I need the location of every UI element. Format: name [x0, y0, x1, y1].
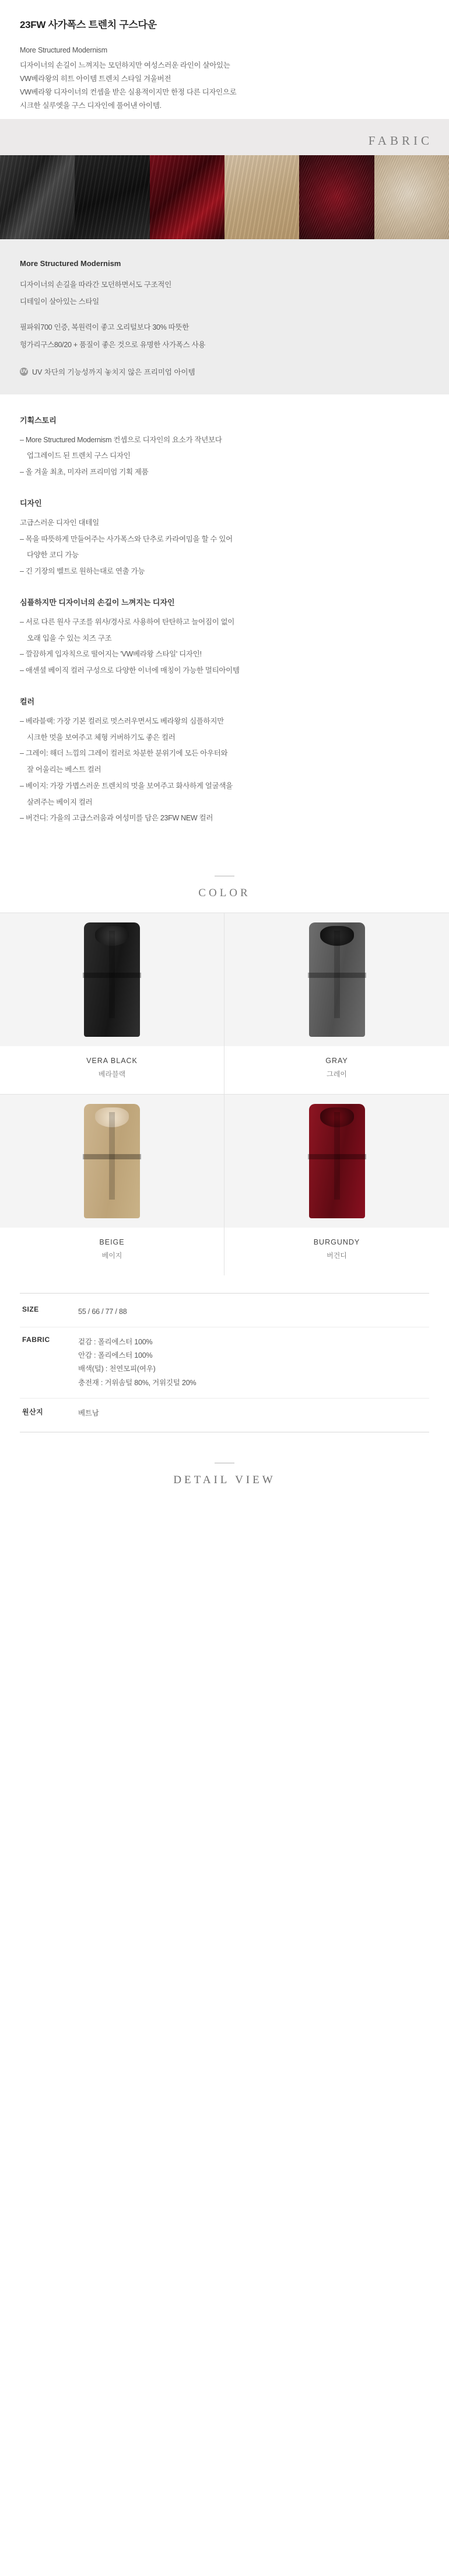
section-item: – 애센셜 베이직 컬러 구성으로 다양한 이너에 매칭이 가능한 멀티아이템	[20, 666, 240, 674]
row-label: 원산지	[22, 1407, 44, 1416]
color-name-kr: 버건디	[327, 1252, 347, 1260]
color-name-en: VERA BLACK	[86, 1057, 138, 1065]
spec-line: 필파워700 인증, 복원력이 좋고 오리털보다 30% 따뜻한	[20, 323, 190, 331]
section-item: – More Structured Modernism 컨셉으로 디자인의 요소가 작년보다	[20, 435, 222, 444]
row-values	[78, 1336, 196, 1390]
silk-texture-icon	[224, 155, 299, 239]
belt-icon	[308, 1154, 366, 1159]
belt-icon	[83, 1154, 141, 1159]
color-section-header	[0, 861, 449, 913]
section-item	[20, 796, 429, 810]
burgundy-fur-swatch	[299, 155, 374, 239]
color-caption	[0, 1046, 224, 1094]
section-item-indent: 오래 입을 수 있는 치즈 구조	[27, 634, 112, 642]
table-row	[20, 1399, 429, 1428]
section-heading: 디자인	[20, 498, 42, 508]
section-item: – 깔끔하게 입자칙으로 떨어지는 'VW베라왕 스타일' 디자인!	[20, 650, 202, 659]
color-photo	[0, 1095, 224, 1228]
section-item: 고급스러운 디자인 대테일	[20, 518, 99, 527]
section-item	[20, 731, 429, 745]
row-value: 베트남	[78, 1408, 99, 1417]
color-name-en: BURGUNDY	[313, 1238, 360, 1246]
section-item	[20, 449, 429, 463]
intro-subheading: More Structured Modernism	[20, 46, 107, 54]
fabric-header	[0, 119, 449, 155]
section-design	[20, 497, 429, 579]
coat-image	[309, 922, 365, 1037]
intro-section	[0, 0, 449, 119]
black-silk-swatch	[0, 155, 75, 239]
beige-silk-swatch	[224, 155, 299, 239]
coat-image	[84, 922, 140, 1037]
section-item-indent: 업그레이드 된 트렌치 구스 디자인	[27, 452, 131, 460]
color-name-kr: 베라블랙	[98, 1070, 126, 1078]
section-item: – 올 겨울 최초, 미쟈러 프리미엄 기획 제품	[20, 468, 149, 476]
spacer	[20, 313, 429, 321]
coat-image	[309, 1104, 365, 1218]
section-heading: 심플하지만 디자이너의 손길이 느껴지는 디자인	[20, 597, 175, 607]
table-row	[20, 1297, 429, 1327]
coat-image	[84, 1104, 140, 1218]
color-item-gray[interactable]	[224, 913, 449, 1094]
section-item-indent: 잘 어울리는 베스트 컬러	[27, 766, 101, 774]
color-grid	[0, 913, 449, 1275]
charcoal-silk-swatch	[75, 155, 149, 239]
row-values	[78, 1407, 99, 1420]
uv-note-text: UV 차단의 기능성까지 놓치지 않은 프리미엄 아이템	[32, 368, 195, 376]
intro-line: 디자이너의 손길이 느껴지는 모던하지만 여성스러운 라인이 살아있는	[20, 61, 230, 69]
page-title: 23FW 사가폭스 트렌치 구스다운	[20, 19, 157, 30]
row-label: FABRIC	[22, 1336, 50, 1344]
color-name-en: GRAY	[325, 1057, 348, 1065]
belt-icon	[308, 973, 366, 978]
intro-body	[20, 59, 429, 113]
row-value: 충전재 : 거위솜털 80%, 거위깃털 20%	[78, 1378, 197, 1387]
color-caption	[0, 1228, 224, 1275]
row-value: 배색(털) : 천연모피(여우)	[78, 1365, 156, 1373]
section-item	[20, 548, 429, 562]
table-row	[20, 1327, 429, 1399]
section-item	[20, 763, 429, 777]
fur-texture-icon	[299, 155, 374, 239]
section-item-indent: 살려주는 베이지 컬러	[27, 798, 93, 806]
fur-texture-icon	[374, 155, 449, 239]
fur-collar-icon	[320, 1107, 354, 1127]
intro-line: 시크한 실루엣을 구스 디자인에 풀어낸 아이템.	[20, 102, 162, 110]
color-name-kr: 그레이	[327, 1070, 347, 1078]
row-label: SIZE	[22, 1305, 39, 1313]
color-item-burgundy[interactable]	[224, 1094, 449, 1275]
fabric-swatch-row	[0, 155, 449, 239]
silk-texture-icon	[150, 155, 224, 239]
color-name-kr: 베이지	[101, 1252, 122, 1260]
spec-table	[20, 1293, 429, 1432]
description-sections	[0, 394, 449, 861]
color-photo	[224, 1095, 449, 1228]
spec-heading: More Structured Modernism	[20, 258, 121, 268]
section-planning-story	[20, 414, 429, 480]
spec-line: 디자이너의 손길을 따라간 모던하면서도 구조적인	[20, 280, 171, 289]
belt-icon	[83, 973, 141, 978]
section-heading: 기획스토리	[20, 415, 57, 425]
section-item: – 버건디: 가을의 고급스러움과 여성미를 담은 23FW NEW 컬러	[20, 814, 213, 823]
row-value: 안감 : 폴리에스터 100%	[78, 1351, 153, 1360]
fur-collar-icon	[95, 1107, 129, 1127]
section-item: – 그레이: 해더 느낌의 그레이 컬러로 차분한 분위기에 모든 아우터와	[20, 749, 228, 758]
detail-view-label: DETAIL VIEW	[173, 1473, 276, 1486]
intro-line: VW베라왕의 히트 아이템 트렌치 스타일 겨울버전	[20, 75, 171, 83]
color-caption	[224, 1228, 449, 1275]
section-color	[20, 695, 429, 826]
detail-view-header	[0, 1432, 449, 1507]
row-value: 겉감 : 폴리에스터 100%	[78, 1338, 153, 1347]
color-label: COLOR	[198, 887, 251, 899]
fur-collar-icon	[320, 926, 354, 946]
row-values	[78, 1305, 127, 1319]
uv-note	[20, 366, 429, 377]
section-item: – 서로 다른 원사 구조를 위사/경사로 사용하여 탄탄하고 늘어짐이 없이	[20, 617, 235, 626]
section-item-indent: 다양한 코디 가능	[27, 551, 79, 560]
section-item: – 긴 기장의 벨트로 원하는대로 연출 가능	[20, 567, 145, 575]
section-heading: 컬러	[20, 697, 35, 706]
silk-texture-icon	[75, 155, 149, 239]
section-item: – 목을 따뜻하게 만들어주는 사가폭스와 단추로 카라여밈을 할 수 있어	[20, 534, 233, 543]
section-item	[20, 632, 429, 646]
spec-section	[0, 239, 449, 394]
section-item-indent: 시크한 멋을 보여주고 체형 커버하기도 좋은 컬러	[27, 733, 176, 742]
spec-line: 디테일이 살아있는 스타일	[20, 298, 99, 306]
color-item-vera-black[interactable]	[0, 913, 224, 1094]
fabric-label: FABRIC	[368, 133, 433, 148]
color-name-en: BEIGE	[99, 1238, 125, 1246]
beige-fur-swatch	[374, 155, 449, 239]
row-value: 55 / 66 / 77 / 88	[78, 1308, 127, 1316]
burgundy-silk-swatch	[150, 155, 224, 239]
spec-line: 헝가리구스80/20 + 품질이 좋은 것으로 유명한 사가폭스 사용	[20, 340, 206, 349]
intro-line: VW베라왕 디자이너의 컨셉을 받은 실용적이지만 한정 다른 디자인으로	[20, 88, 237, 97]
fur-collar-icon	[95, 926, 129, 946]
section-item: – 베이지: 가장 가볍스러운 트렌치의 멋을 보여주고 화사하게 얼굴색을	[20, 781, 233, 790]
silk-texture-icon	[0, 155, 75, 239]
color-caption	[224, 1046, 449, 1094]
section-item: – 베라블랙: 가장 기본 컬러로 멋스러우면서도 베라왕의 심플하지만	[20, 716, 224, 725]
color-photo	[0, 913, 224, 1046]
color-item-beige[interactable]	[0, 1094, 224, 1275]
uv-shield-icon: UV	[20, 368, 28, 376]
color-photo	[224, 913, 449, 1046]
section-simple-design	[20, 596, 429, 678]
